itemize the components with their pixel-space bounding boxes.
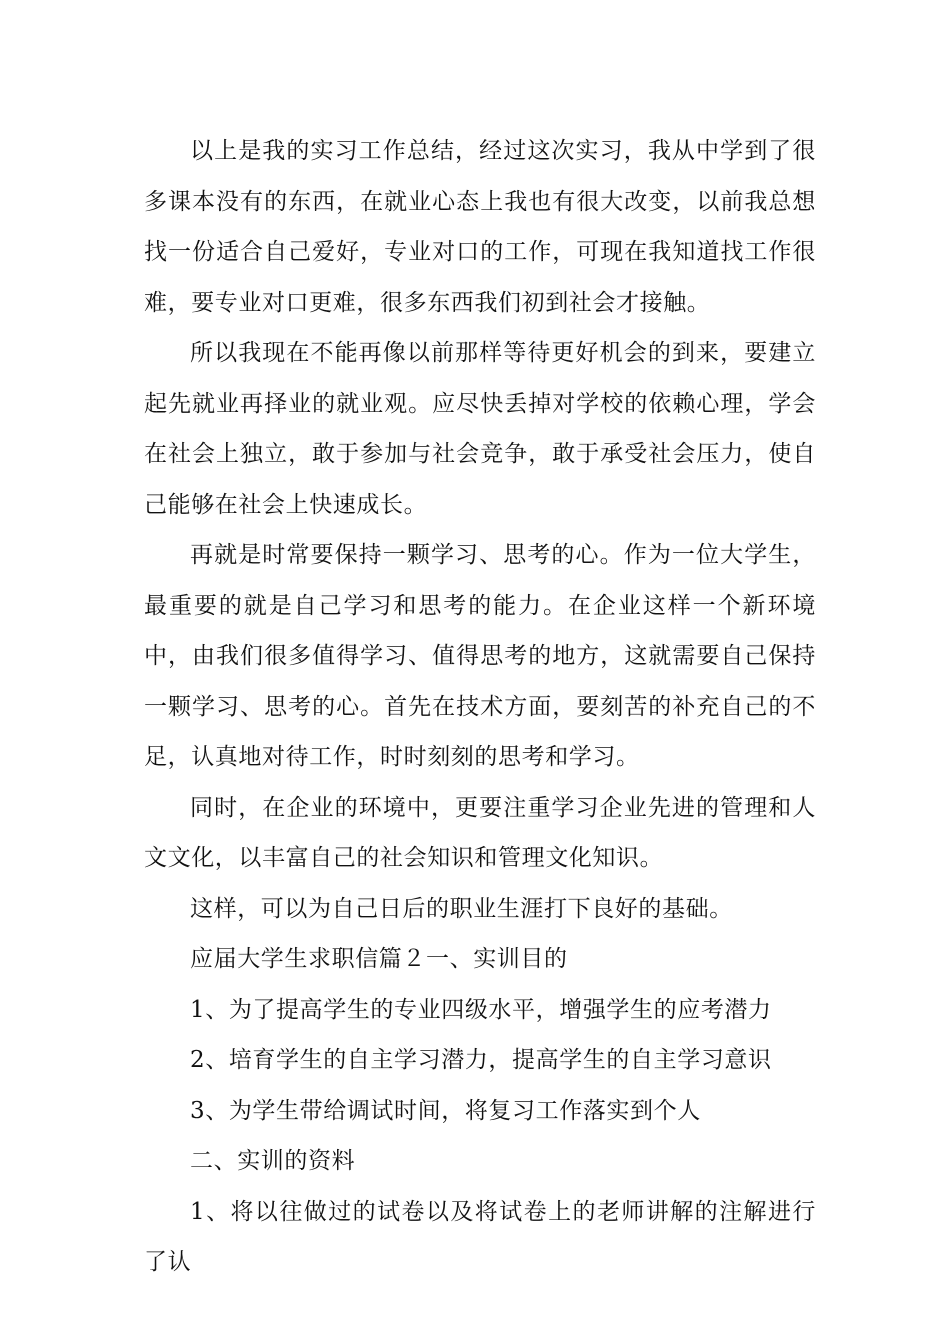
section-heading-training-materials: 二、实训的资料 xyxy=(190,1148,356,1174)
paragraph-enterprise-culture: 同时，在企业的环境中，更要注重学习企业先进的管理和人文文化，以丰富自己的社会知识和管理文化知识。 xyxy=(144,794,816,871)
list-item-goal-2: 2、培育学生的自主学习潜力，提高学生的自主学习意识 xyxy=(190,1047,772,1073)
section-heading-training-goals: 应届大学生求职信篇２一、实训目的 xyxy=(190,946,568,972)
list-item-goal-3: 3、为学生带给调试时间，将复习工作落实到个人 xyxy=(190,1097,701,1124)
paragraph-career-foundation: 这样，可以为自己日后的职业生涯打下良好的基础。 xyxy=(190,895,733,922)
list-item-goal-1: 1、为了提高学生的专业四级水平，增强学生的应考潜力 xyxy=(190,996,772,1023)
paragraph-employment-view: 所以我现在不能再像以前那样等待更好机会的到来，要建立起先就业再择业的就业观。应尽快丢掉对学校的依赖心理，学会在社会上独立，敢于参加与社会竞争，敢于承受社会压力，使自己能够在社会上快速成长。 xyxy=(144,340,816,518)
paragraph-summary: 以上是我的实习工作总结，经过这次实习，我从中学到了很多课本没有的东西，在就业心态上我也有很大改变，以前我总想找一份适合自己爱好，专业对口的工作，可现在我知道找工作很难，要专业对口更难，很多东西我们初到社会才接触。 xyxy=(144,138,816,316)
document-body xyxy=(144,126,816,1288)
paragraph-learning-mindset: 再就是时常要保持一颗学习、思考的心。作为一位大学生，最重要的就是自己学习和思考的能力。在企业这样一个新环境中，由我们很多值得学习、值得思考的地方，这就需要自己保持一颗学习、思考的心。首先在技术方面，要刻苦的补充自己的不足，认真地对待工作，时时刻刻的思考和学习。 xyxy=(144,542,816,770)
list-item-material-1: 1、将以往做过的试卷以及将试卷上的老师讲解的注解进行了认 xyxy=(144,1198,816,1275)
